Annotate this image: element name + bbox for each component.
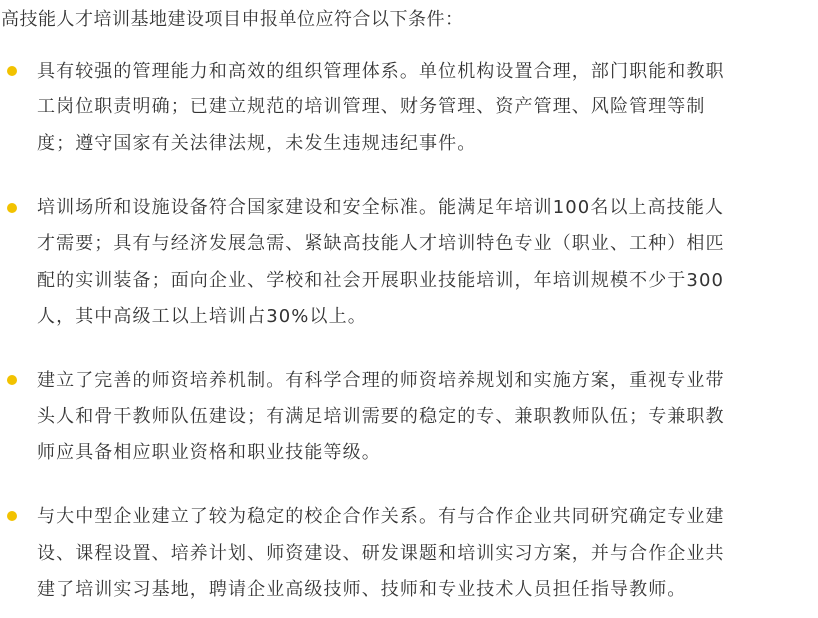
- list-item-line: 人，其中高级工以上培训占30%以上。: [37, 306, 367, 327]
- list-item-line: 头人和骨干教师队伍建设；有满足培训需要的稳定的专、兼职教师队伍；专兼职教: [37, 406, 725, 427]
- intro-heading: 高技能人才培训基地建设项目申报单位应符合以下条件：: [1, 9, 464, 30]
- list-item-line: 度；遵守国家有关法律法规，未发生违规违纪事件。: [37, 133, 477, 154]
- bullet-dot-icon: [7, 375, 17, 385]
- bullet-dot-icon: [7, 203, 17, 213]
- bullet-dot-icon: [7, 511, 17, 521]
- bullet-dot-icon: [7, 66, 17, 76]
- list-item-line: 建了培训实习基地，聘请企业高级技师、技师和专业技术人员担任指导教师。: [37, 579, 687, 600]
- list-item-line: 设、课程设置、培养计划、师资建设、研发课题和培训实习方案，并与合作企业共: [37, 543, 725, 564]
- list-item-line: 培训场所和设施设备符合国家建设和安全标准。能满足年培训100名以上高技能人: [37, 197, 725, 218]
- list-item-line: 建立了完善的师资培养机制。有科学合理的师资培养规划和实施方案，重视专业带: [37, 370, 725, 391]
- list-item-line: 师应具备相应职业资格和职业技能等级。: [37, 442, 381, 463]
- list-item-line: 工岗位职责明确；已建立规范的培训管理、财务管理、资产管理、风险管理等制: [37, 96, 706, 117]
- list-item-line: 配的实训装备；面向企业、学校和社会开展职业技能培训，年培训规模不少于300: [37, 270, 725, 291]
- list-item-line: 才需要；具有与经济发展急需、紧缺高技能人才培训特色专业（职业、工种）相匹: [37, 233, 725, 254]
- list-item-line: 与大中型企业建立了较为稳定的校企合作关系。有与合作企业共同研究确定专业建: [37, 506, 725, 527]
- list-item-line: 具有较强的管理能力和高效的组织管理体系。单位机构设置合理，部门职能和教职: [37, 61, 725, 82]
